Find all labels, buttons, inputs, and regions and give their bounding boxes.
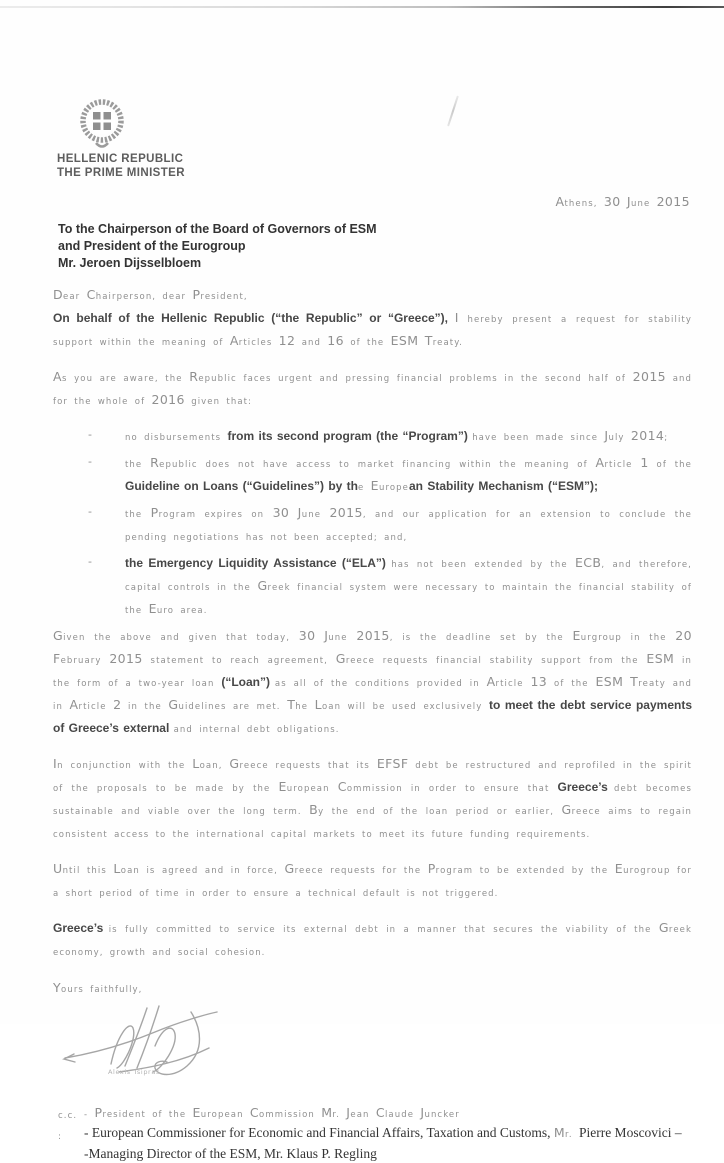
text-segment: Until this Loan is agreed and in force, Greece requests for the Program to be extended by the Eurogroup for a short period of time in order to ensure a technical default is not triggered. — [53, 861, 692, 899]
bullet-dash: - — [88, 455, 92, 468]
text-segment: and internal debt obligations. — [173, 725, 340, 735]
dateline — [53, 194, 690, 211]
pen-mark-artifact — [447, 95, 459, 126]
text-segment: from its second program (the “Program”) — [227, 429, 473, 443]
text-segment: e Europe — [358, 478, 409, 493]
paragraph — [53, 917, 692, 963]
text-segment: has not been extended by the ECB, and therefore, capital controls in the Greek financial system were necessary to maintain the financial stability of the Euro area. — [125, 555, 692, 616]
text-segment: is fully committed to service its external debt in a manner that secures the viability of the Greek economy, growth and social cohesion. — [53, 920, 692, 958]
letter-body — [53, 284, 692, 963]
bullet-dash: - — [88, 428, 92, 441]
scan-edge-artifact — [0, 6, 724, 8]
text-segment: the Program expires on 30 June 2015, and our application for an extension to conclude the pending negotiations has not been accepted; and, — [125, 505, 692, 543]
text-segment: no disbursements — [125, 433, 228, 443]
letter-content — [53, 194, 692, 1163]
org-line-2: THE PRIME MINISTER — [57, 167, 185, 179]
recipient-line-2: and President of the Eurogroup — [58, 239, 246, 253]
text-segment: Pierre Moscovici – — [578, 1125, 682, 1140]
text-segment: the Emergency Liquidity Assistance (“ELA”) — [125, 556, 392, 570]
text-segment: - European Commissioner for Economic and Financial Affairs, Taxation and Customs, — [84, 1125, 554, 1140]
text-segment: Dear Chairperson, dear President, — [53, 287, 248, 302]
text-segment: Athens, 30 June 2015 — [555, 194, 690, 209]
text-segment: As you are aware, the Republic faces urgent and pressing financial problems in the second half of 2015 and for the whole of 2016 given that: — [53, 369, 692, 407]
recipient-line-1: To the Chairperson of the Board of Governors of ESM — [58, 222, 377, 236]
cc-block — [58, 1104, 692, 1163]
cc-item — [84, 1144, 692, 1163]
text-segment: have been made since July 2014; — [472, 428, 669, 443]
closing-salutation — [53, 979, 692, 998]
text-segment: Greece’s — [53, 921, 109, 935]
text-segment: On behalf of the Hellenic Republic (“the Republic” or “Greece”), — [53, 311, 455, 325]
text-segment: c.c. : — [58, 1111, 78, 1142]
text-segment: debt becomes sustainable and viable over the long term. By the end of the loan period or earlier, Greece aims to regain consistent access to the international capital markets to meet its future funding requirements. — [53, 784, 693, 840]
text-segment: -Managing Director of the ESM, Mr. Klaus P. Regling — [84, 1146, 377, 1161]
paragraph — [53, 625, 692, 740]
text-segment: an Stability Mechanism (“ESM”); — [409, 479, 599, 493]
text-segment: as all of the conditions provided in Article 13 of the ESM Treaty and in Article 2 in the Guidelines are met. The Loan will be used exclusively — [53, 674, 692, 712]
cc-item — [84, 1104, 692, 1123]
bullet-text — [125, 452, 692, 498]
bullet-text — [125, 425, 692, 448]
text-segment: Given the above and given that today, 30 June 2015, is the deadline set by the Eurgroup in the 20 February 2015 statement to reach agreement, Greece requests financial stability support from the ESM in the form of a two-year loan — [53, 628, 692, 689]
text-segment: Yours faithfully, — [53, 980, 143, 995]
paragraph — [53, 366, 692, 412]
letterhead-org — [57, 152, 185, 180]
text-segment: - President of the European Commission Mr. Jean Claude Juncker — [84, 1105, 460, 1120]
recipient-line-3: Mr. Jeroen Dijsselbloem — [58, 256, 202, 270]
text-segment: to meet the debt service payments of Greece’s external — [53, 698, 692, 735]
bullet-item — [53, 552, 692, 621]
text-segment: Guideline on Loans (“Guidelines”) by th — [125, 479, 359, 493]
hellenic-coat-of-arms-icon — [76, 97, 128, 159]
signature-name: Alexis Tsipras — [108, 1068, 160, 1076]
bullet-text — [125, 552, 692, 621]
bullet-item — [53, 452, 692, 498]
text-segment: Greece’s — [557, 780, 614, 794]
paragraph — [53, 858, 692, 904]
bullet-dash: - — [88, 505, 92, 518]
text-segment: Mr. — [553, 1125, 579, 1140]
recipient-block — [58, 221, 692, 272]
paragraph — [53, 284, 692, 353]
bullet-item — [53, 425, 692, 448]
text-segment: I hereby present a request for stability support within the meaning of Articles 12 and 16 of the ESM Treaty. — [53, 310, 692, 348]
bullet-dash: - — [88, 555, 92, 568]
cc-item — [84, 1123, 692, 1144]
text-segment: the Republic does not have access to market financing within the meaning of Article 1 of the — [125, 455, 692, 470]
paragraph — [53, 753, 692, 845]
cc-label — [58, 1104, 84, 1163]
cc-items — [84, 1104, 692, 1163]
org-line-1: HELLENIC REPUBLIC — [57, 153, 184, 165]
signature-block — [59, 1002, 692, 1094]
bullet-item — [53, 502, 692, 548]
text-segment: (“Loan”) — [221, 675, 275, 689]
text-segment: In conjunction with the Loan, Greece requests that its EFSF debt be restructured and reprofiled in the spirit of the proposals to be made by the European Commission in order to ensure that — [53, 756, 692, 794]
bullet-text — [125, 502, 692, 548]
